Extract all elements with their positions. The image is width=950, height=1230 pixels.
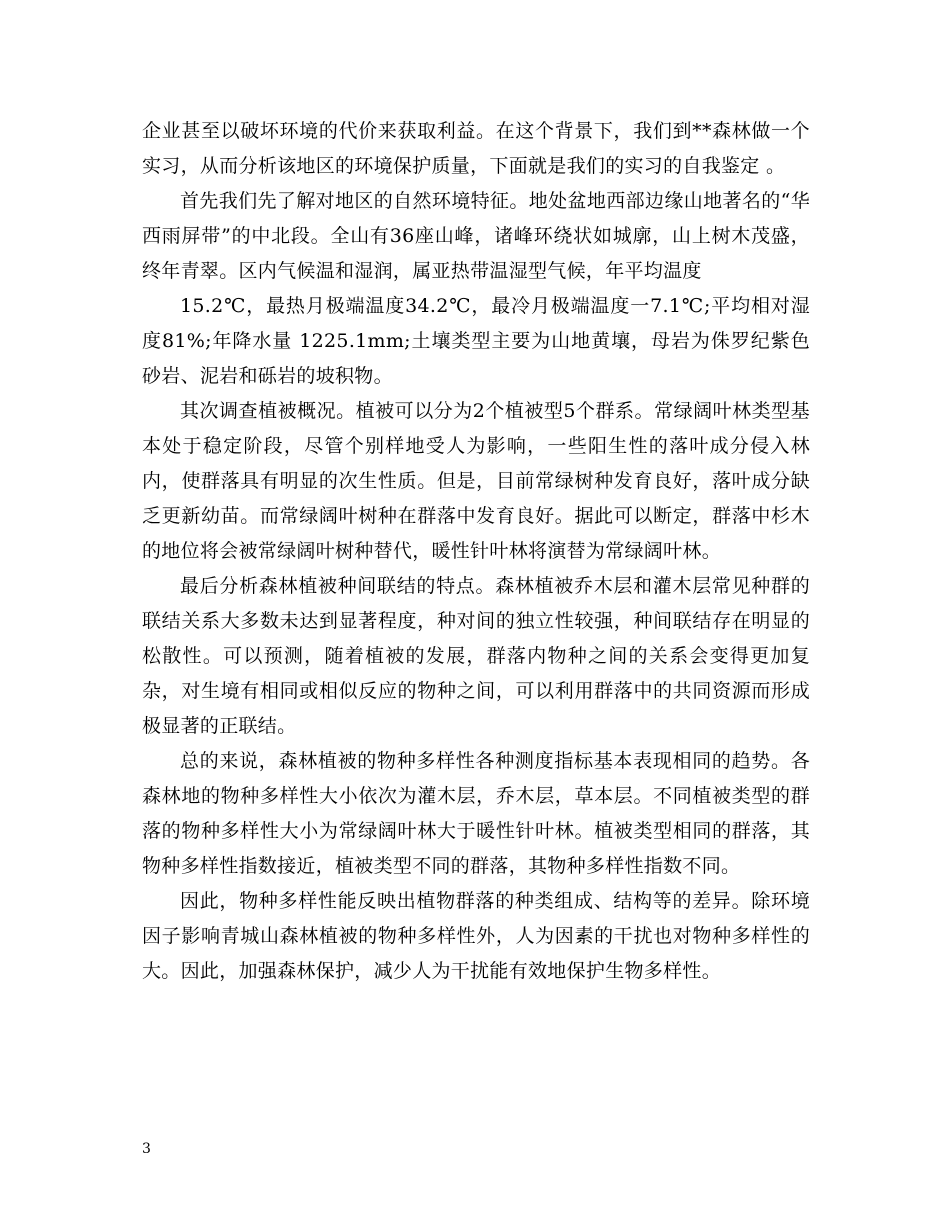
paragraph-6: 总的来说，森林植被的物种多样性各种测度指标基本表现相同的趋势。各森林地的物种多样性大小依次为灌木层，乔木层，草本层。不同植被类型的群落的物种多样性大小为常绿阔叶林大于暖性针叶林。植被类型相同的群落，其物种多样性指数接近，植被类型不同的群落，其物种多样性指数不同。 — [142, 750, 810, 877]
paragraph-2: 首先我们先了解对地区的自然环境特征。地处盆地西部边缘山地著名的“华西雨屏带”的中北段。全山有36座山峰，诸峰环绕状如城廓，山上树木茂盛，终年青翠。区内气候温和湿润，属亚热带温湿型气候，年平均温度 — [142, 190, 810, 282]
page-number: 3 — [142, 1141, 151, 1157]
document-body — [142, 114, 810, 989]
paragraph-3: 15.2℃，最热月极端温度34.2℃，最冷月极端温度一7.1℃;平均相对湿度81%;年降水量 1225.1mm;土壤类型主要为山地黄壤，母岩为侏罗纪紫色砂岩、泥岩和砾岩的坡积物。 — [142, 295, 810, 387]
paragraph-5: 最后分析森林植被种间联结的特点。森林植被乔木层和灌木层常见种群的联结关系大多数未达到显著程度，种对间的独立性较强，种间联结存在明显的松散性。可以预测，随着植被的发展，群落内物种之间的关系会变得更加复杂，对生境有相同或相似反应的物种之间，可以利用群落中的共同资源而形成极显著的正联结。 — [142, 575, 810, 737]
paragraph-7: 因此，物种多样性能反映出植物群落的种类组成、结构等的差异。除环境因子影响青城山森林植被的物种多样性外，人为因素的干扰也对物种多样性的大。因此，加强森林保护，减少人为干扰能有效地保护生物多样性。 — [142, 890, 810, 982]
paragraph-4: 其次调查植被概况。植被可以分为2个植被型5个群系。常绿阔叶林类型基本处于稳定阶段，尽管个别样地受人为影响，一些阳生性的落叶成分侵入林内，使群落具有明显的次生性质。但是，目前常绿树种发育良好，落叶成分缺乏更新幼苗。而常绿阔叶树种在群落中发育良好。据此可以断定，群落中杉木的地位将会被常绿阔叶树种替代，暖性针叶林将演替为常绿阔叶林。 — [142, 400, 810, 562]
paragraph-1: 企业甚至以破坏环境的代价来获取利益。在这个背景下，我们到**森林做一个实习，从而分析该地区的环境保护质量，下面就是我们的实习的自我鉴定 。 — [142, 120, 810, 177]
